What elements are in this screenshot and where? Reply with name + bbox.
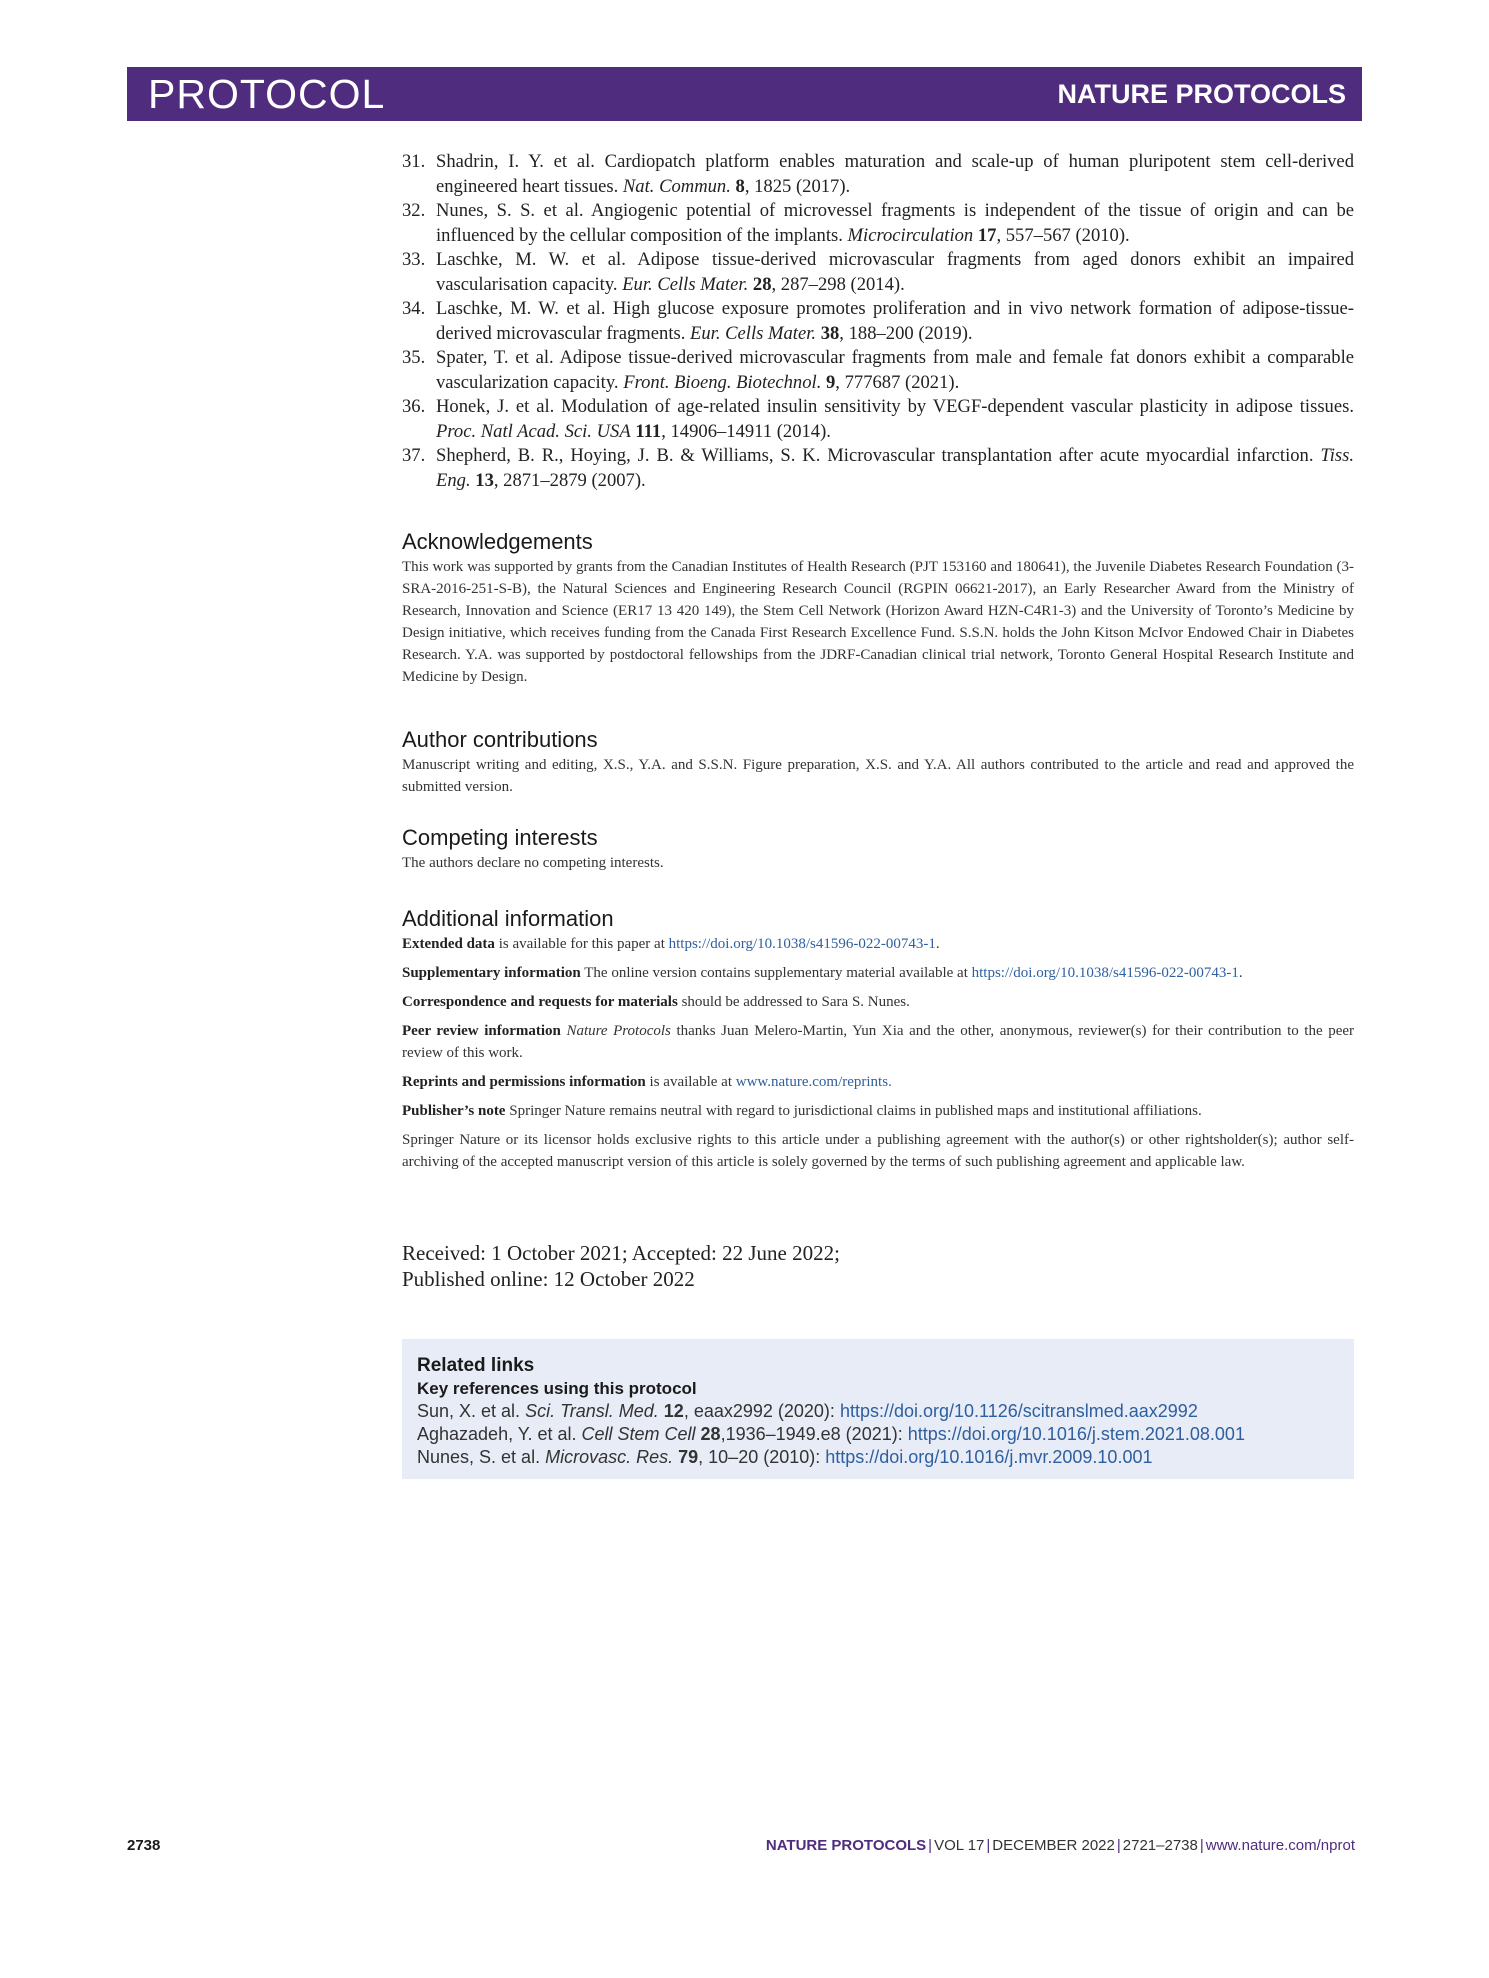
supplementary-info-paragraph: Supplementary information The online version contains supplementary material available at https://doi.org/10.1038/s41596-022-00743-1.: [402, 965, 1243, 981]
reference-item: 32. Nunes, S. S. et al. Angiogenic potential of microvessel fragments is independent of the tissue of origin and can be influenced by the cellular composition of the implants. Microcirculation 17, 557–567 (2010).: [402, 200, 1354, 246]
reference-item: 35. Spater, T. et al. Adipose tissue-derived microvascular fragments from male and female fat donors exhibit a comparable vascularization capacity. Front. Bioeng. Biotechnol. 9, 777687 (2021).: [402, 347, 1354, 393]
rights-paragraph: Springer Nature or its licensor holds exclusive rights to this article under a publishing agreement with the author(s) or other rightsholder(s); author self-archiving of the accepted manuscript version of this article is solely governed by the terms of such publishing agreement and applicable law.: [402, 1132, 1354, 1170]
footer-separator: |: [986, 1837, 991, 1854]
related-doi-link[interactable]: https://doi.org/10.1016/j.mvr.2009.10.001: [825, 1447, 1153, 1467]
author-contributions-heading: Author contributions: [402, 727, 598, 752]
extended-data-link[interactable]: https://doi.org/10.1038/s41596-022-00743-1: [668, 936, 936, 952]
related-links-subheading: Key references using this protocol: [417, 1379, 697, 1398]
publisher-note-paragraph: Publisher’s note Springer Nature remains neutral with regard to jurisdictional claims in published maps and institutional affiliations.: [402, 1103, 1202, 1119]
competing-interests-text: The authors declare no competing interests.: [402, 855, 664, 871]
reference-item: 33. Laschke, M. W. et al. Adipose tissue-derived microvascular fragments from aged donors exhibit an impaired vascularisation capacity. Eur. Cells Mater. 28, 287–298 (2014).: [402, 249, 1354, 295]
footer-citation: [766, 1837, 1355, 1854]
footer-separator: |: [1199, 1837, 1204, 1854]
competing-interests-section: [402, 824, 1354, 874]
header-bar: [127, 67, 1362, 121]
related-link-item: Nunes, S. et al. Microvasc. Res. 79, 10–20 (2010): https://doi.org/10.1016/j.mvr.2009.10.001: [417, 1447, 1153, 1467]
correspondence-paragraph: Correspondence and requests for materials should be addressed to Sara S. Nunes.: [402, 994, 910, 1010]
published-online-date: Published online: 12 October 2022: [402, 1267, 695, 1291]
publication-dates: [402, 1240, 1354, 1292]
footer-volume: VOL 17: [934, 1837, 985, 1854]
reference-item: 31. Shadrin, I. Y. et al. Cardiopatch platform enables maturation and scale-up of human pluripotent stem cell-derived engineered heart tissues. Nat. Commun. 8, 1825 (2017).: [402, 151, 1354, 197]
section-label: PROTOCOL: [148, 71, 386, 117]
footer-pages: 2721–2738: [1122, 1837, 1198, 1854]
received-accepted-dates: Received: 1 October 2021; Accepted: 22 June 2022;: [402, 1241, 840, 1265]
footer-journal: NATURE PROTOCOLS: [765, 1837, 927, 1854]
competing-interests-heading: Competing interests: [402, 825, 598, 850]
reference-item: 36. Honek, J. et al. Modulation of age-related insulin sensitivity by VEGF-dependent vascular plasticity in adipose tissues. Proc. Natl Acad. Sci. USA 111, 14906–14911 (2014).: [402, 396, 1354, 442]
reprints-paragraph: Reprints and permissions information is available at www.nature.com/reprints.: [402, 1074, 892, 1090]
extended-data-paragraph: Extended data is available for this paper at https://doi.org/10.1038/s41596-022-00743-1.: [402, 936, 940, 952]
additional-information-section: [402, 905, 1354, 1180]
footer-date: DECEMBER 2022: [992, 1837, 1115, 1854]
supplementary-info-link[interactable]: https://doi.org/10.1038/s41596-022-00743-1: [971, 965, 1239, 981]
page-number: 2738: [127, 1837, 161, 1854]
reference-item: 34. Laschke, M. W. et al. High glucose exposure promotes proliferation and in vivo network formation of adipose-tissue-derived microvascular fragments. Eur. Cells Mater. 38, 188–200 (2019).: [402, 298, 1354, 344]
reference-list: [402, 150, 1354, 493]
footer-separator: |: [1116, 1837, 1121, 1854]
acknowledgements-heading: Acknowledgements: [402, 529, 593, 554]
author-contributions-text: Manuscript writing and editing, X.S., Y.A. and S.S.N. Figure preparation, X.S. and Y.A. All authors contributed to the article and read and approved the submitted version.: [402, 757, 1354, 795]
acknowledgements-section: [402, 528, 1354, 688]
acknowledgements-text: This work was supported by grants from the Canadian Institutes of Health Research (PJT 153160 and 180641), the Juvenile Diabetes Research Foundation (3-SRA-2016-251-S-B), the Natural Sciences and Engineering Research Council (RGPIN 06621-2017), an Early Researcher Award from the Ministry of Research, Innovation and Science (ER17 13 420 149), the Stem Cell Network (Horizon Award HZN-C4R1-3) and the University of Toronto’s Medicine by Design initiative, which receives funding from the Canada First Research Excellence Fund. S.S.N. holds the John Kitson McIvor Endowed Chair in Diabetes Research. Y.A. was supported by postdoctoral fellowships from the JDRF-Canadian clinical trial network, Toronto General Hospital Research Institute and Medicine by Design.: [402, 559, 1354, 685]
peer-review-paragraph: Peer review information Nature Protocols thanks Juan Melero-Martin, Yun Xia and the other, anonymous, reviewer(s) for their contribution to the peer review of this work.: [402, 1023, 1355, 1061]
related-link-item: Sun, X. et al. Sci. Transl. Med. 12, eaax2992 (2020): https://doi.org/10.1126/scitranslmed.aax2992: [417, 1401, 1198, 1421]
related-links-box: [402, 1339, 1354, 1479]
related-link-item: Aghazadeh, Y. et al. Cell Stem Cell 28,1936–1949.e8 (2021): https://doi.org/10.1016/j.stem.2021.08.001: [417, 1424, 1245, 1444]
additional-information-heading: Additional information: [402, 906, 614, 931]
related-links-heading: Related links: [417, 1355, 535, 1376]
reference-item: 37. Shepherd, B. R., Hoying, J. B. & Williams, S. K. Microvascular transplantation after acute myocardial infarction. Tiss. Eng. 13, 2871–2879 (2007).: [402, 445, 1354, 491]
reprints-link[interactable]: www.nature.com/reprints.: [735, 1074, 892, 1090]
author-contributions-section: [402, 726, 1354, 798]
footer-journal-link[interactable]: www.nature.com/nprot: [1205, 1837, 1355, 1854]
related-doi-link[interactable]: https://doi.org/10.1126/scitranslmed.aax2992: [839, 1401, 1198, 1421]
related-doi-link[interactable]: https://doi.org/10.1016/j.stem.2021.08.001: [907, 1424, 1245, 1444]
journal-name: NATURE PROTOCOLS: [1057, 79, 1346, 109]
footer-separator: |: [928, 1837, 933, 1854]
